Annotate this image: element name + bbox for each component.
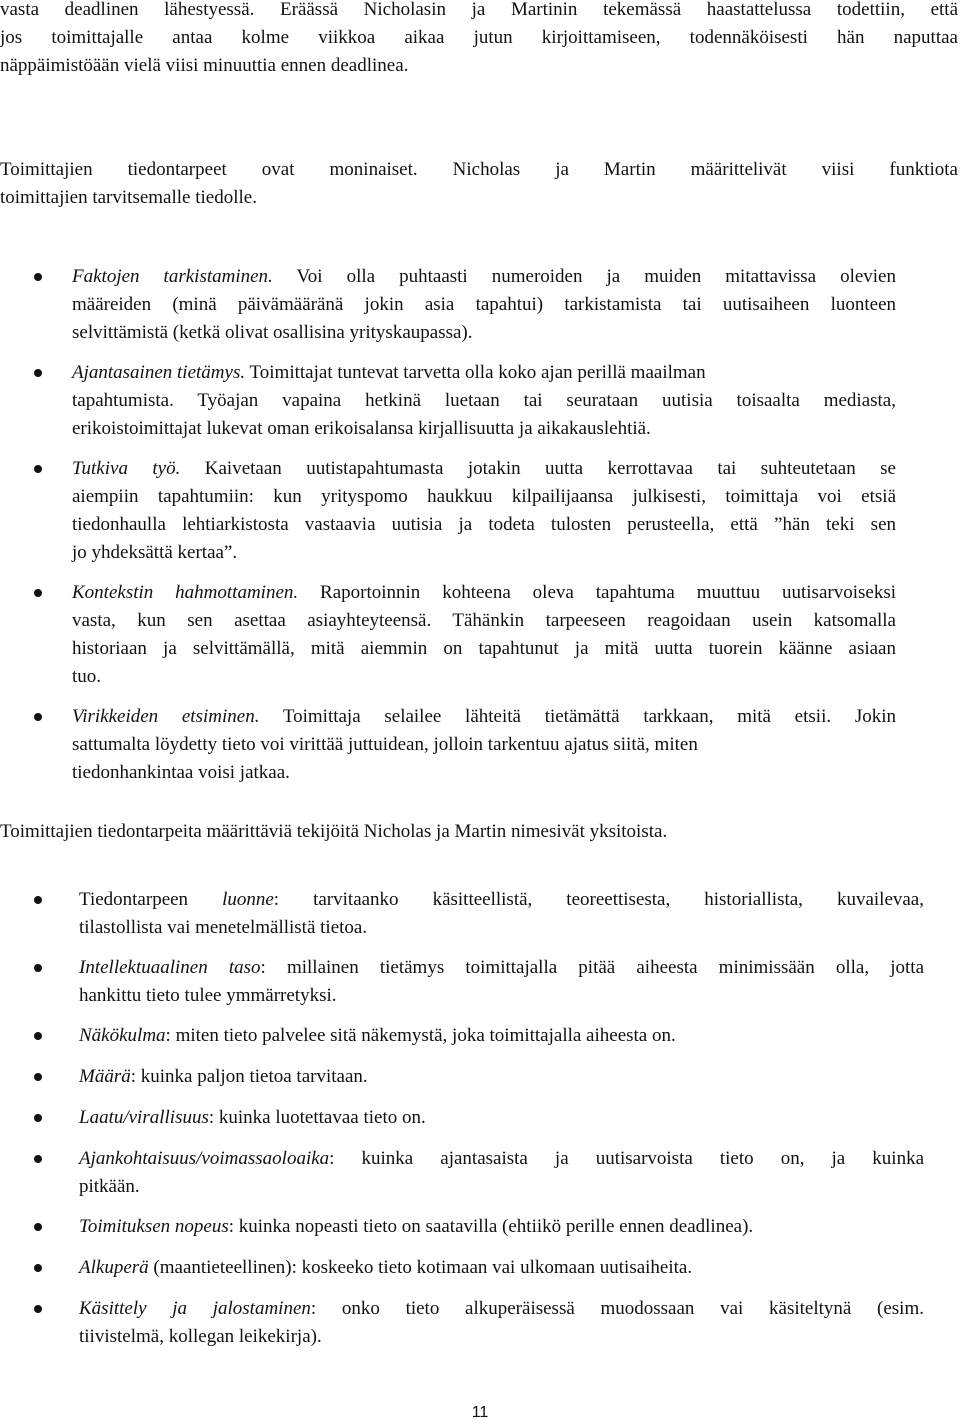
bullet-icon [34,465,42,473]
needs-line-1: Toimittajien tiedontarpeet ovat moninaiset. Nicholas ja Martin määrittelivät viisi funktiota [0,159,958,180]
bullet-icon [34,1305,42,1313]
bullet-icon [34,369,42,377]
page-number: 11 [471,1404,489,1421]
bullet-icon [34,896,42,904]
bullet-icon [34,1155,42,1163]
item-term: Kontekstin hahmottaminen. [72,582,299,603]
needs-paragraph [0,156,958,212]
item-term: Faktojen tarkistaminen. [72,266,273,287]
item-term: Käsittely ja jalostaminen [79,1298,311,1319]
bullet-icon [34,1114,42,1122]
item-term: Näkökulma [79,1025,166,1046]
bullet-icon [34,273,42,281]
item-term: Toimituksen nopeus [79,1216,229,1237]
bullet-icon [34,713,42,721]
bullet-icon [34,1073,42,1081]
intro-paragraph [0,0,958,80]
intro-line-2: jos toimittajalle antaa kolme viikkoa aikaa jutun kirjoittamiseen, todennäköisesti hän naputtaa [0,27,958,48]
item-term: Laatu/virallisuus [79,1107,209,1128]
item-term: Määrä [79,1066,131,1087]
needs-line-2: toimittajien tarvitsemalle tiedolle. [0,187,257,208]
item-term: Alkuperä [79,1257,149,1278]
intro-line-3: näppäimistöään vielä viisi minuuttia ennen deadlinea. [0,55,409,76]
item-term: Intellektuaalinen taso [79,957,261,978]
bullet-icon [34,1032,42,1040]
bullet-icon [34,1223,42,1231]
item-term: luonne [222,889,274,910]
item-term: Ajankohtaisuus/voimassaoloaika [79,1148,330,1169]
bullet-icon [34,589,42,597]
intro-line-1: vasta deadlinen lähestyessä. Eräässä Nicholasin ja Martinin tekemässä haastattelussa todettiin, että [0,0,958,20]
bullet-icon [34,964,42,972]
factors-intro-line: Toimittajien tiedontarpeita määrittäviä tekijöitä Nicholas ja Martin nimesivät yksitoista. [0,821,668,842]
item-term: Virikkeiden etsiminen. [72,706,260,727]
item-term: Tutkiva työ. [72,458,181,479]
bullet-icon [34,1264,42,1272]
item-term: Ajantasainen tietämys. [72,362,246,383]
factors-intro-paragraph [0,818,958,846]
